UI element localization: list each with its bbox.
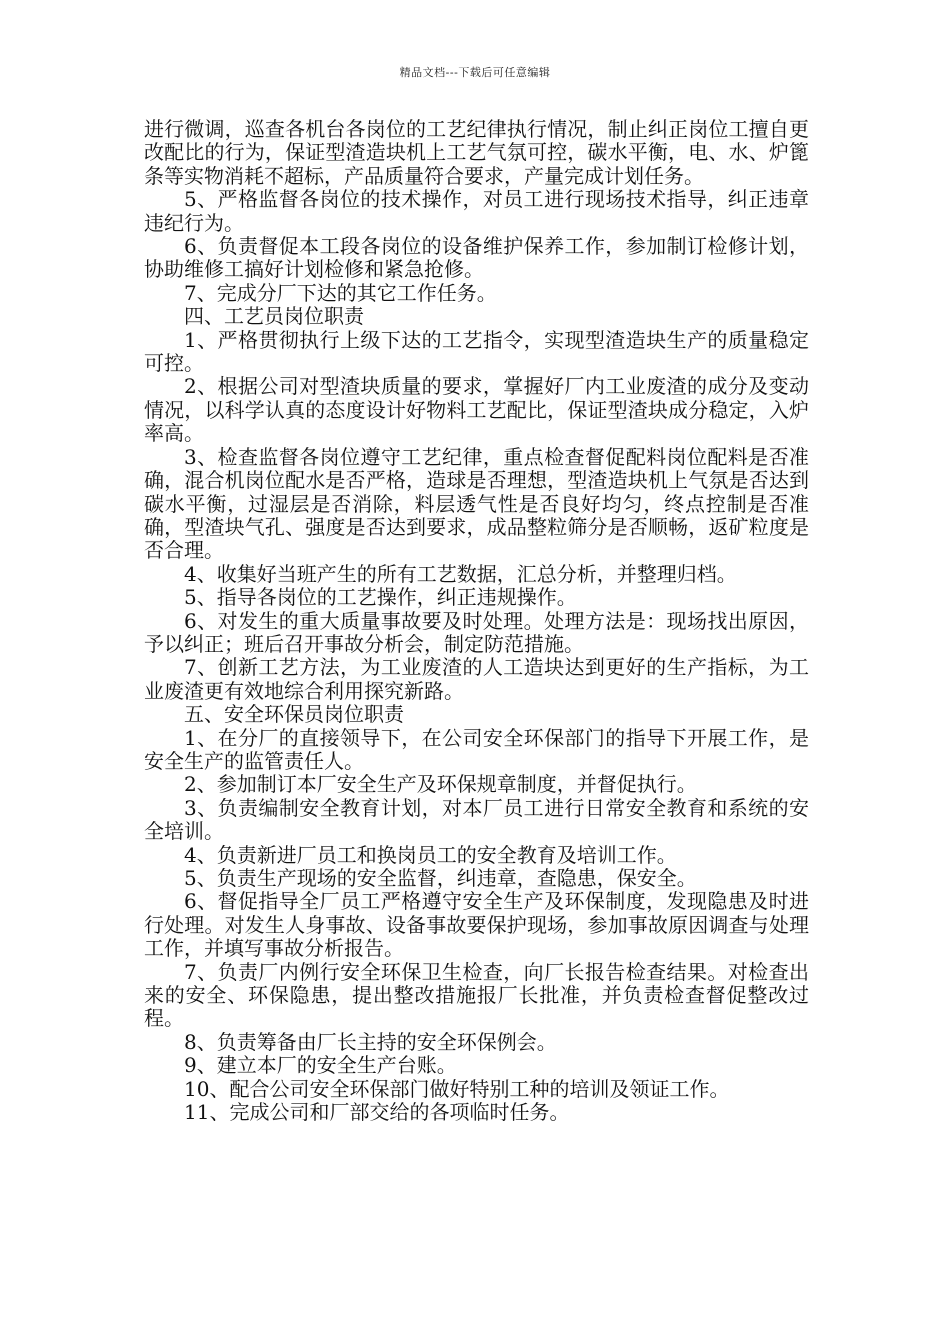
paragraph: 6、负责督促本工段各岗位的设备维护保养工作，参加制订检修计划，协助维修工搞好计划检修和紧急抢修。 <box>144 234 809 282</box>
paragraph: 5、负责生产现场的安全监督，纠违章，查隐患，保安全。 <box>184 866 697 890</box>
paragraph: 10、配合公司安全环保部门做好特别工种的培训及领证工作。 <box>184 1076 730 1101</box>
paragraph: 4、负责新进厂员工和换岗员工的安全教育及培训工作。 <box>184 842 677 867</box>
paragraph: 1、严格贯彻执行上级下达的工艺指令，实现型渣造块生产的质量稳定可控。 <box>144 327 809 376</box>
document-body <box>144 118 809 1124</box>
paragraph: 7、完成分厂下达的其它工作任务。 <box>184 280 497 305</box>
paragraph: 7、创新工艺方法，为工业废渣的人工造块达到更好的生产指标，为工业废渣更有效地综合利用探究新路。 <box>144 655 809 703</box>
paragraph: 4、收集好当班产生的所有工艺数据，汇总分析，并整理归档。 <box>184 561 737 586</box>
paragraph: 5、指导各岗位的工艺操作，纠正违规操作。 <box>184 585 577 610</box>
page-header: 精品文档---下载后可任意编辑 <box>399 66 551 79</box>
paragraph: 7、负责厂内例行安全环保卫生检查，向厂长报告检查结果。对检查出来的安全、环保隐患，提出整改措施报厂长批准，并负责检查督促整改过程。 <box>144 959 809 1031</box>
paragraph: 9、建立本厂的安全生产台账。 <box>184 1053 457 1078</box>
paragraph: 11、完成公司和厂部交给的各项临时任务。 <box>184 1100 570 1125</box>
paragraph: 进行微调，巡查各机台各岗位的工艺纪律执行情况，制止纠正岗位工擅自更改配比的行为，保证型渣造块机上工艺气氛可控，碳水平衡，电、水、炉篦条等实物消耗不超标，产品质量符合要求，产量完成计划任务。 <box>144 117 809 188</box>
paragraph: 1、在分厂的直接领导下，在公司安全环保部门的指导下开展工作，是安全生产的监管责任人。 <box>144 725 809 773</box>
paragraph: 6、督促指导全厂员工严格遵守安全生产及环保制度，发现隐患及时进行处理。对发生人身事故、设备事故要保护现场，参加事故原因调查与处理工作，并填写事故分析报告。 <box>144 889 809 961</box>
paragraph: 8、负责筹备由厂长主持的安全环保例会。 <box>184 1029 557 1054</box>
paragraph: 2、根据公司对型渣块质量的要求，掌握好厂内工业废渣的成分及变动情况，以科学认真的态度设计好物料工艺配比，保证型渣块成分稳定，入炉率高。 <box>144 374 809 446</box>
section-heading: 四、工艺员岗位职责 <box>184 304 364 329</box>
paragraph: 2、参加制订本厂安全生产及环保规章制度，并督促执行。 <box>184 772 697 797</box>
section-heading: 五、安全环保员岗位职责 <box>184 702 404 727</box>
paragraph: 3、检查监督各岗位遵守工艺纪律，重点检查督促配料岗位配料是否准确，混合机岗位配水是否严格，造球是否理想，型渣造块机上气氛是否达到碳水平衡，过湿层是否消除，料层透气性是否良好均匀，终点控制是否准确，型渣块气孔、强度是否达到要求，成品整粒筛分是否顺畅，返矿粒度是否合理。 <box>144 444 809 563</box>
paragraph: 6、对发生的重大质量事故要及时处理。处理方法是：现场找出原因，予以纠正；班后召开事故分析会，制定防范措施。 <box>144 608 809 656</box>
paragraph: 3、负责编制安全教育计划，对本厂员工进行日常安全教育和系统的安全培训。 <box>144 795 809 844</box>
paragraph: 5、严格监督各岗位的技术操作，对员工进行现场技术指导，纠正违章违纪行为。 <box>144 187 809 235</box>
